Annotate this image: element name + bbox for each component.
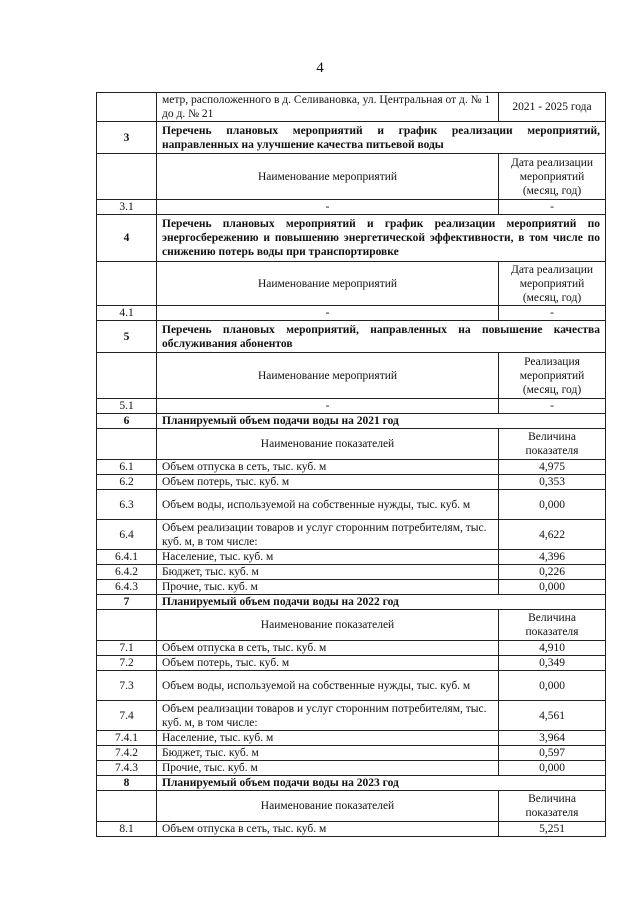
section-number: 8	[97, 776, 157, 791]
row-text-cell: метр, расположенного в д. Селивановка, ул. Центральная от д. № 1 до д. № 21	[157, 93, 499, 122]
row-name: Население, тыс. куб. м	[157, 550, 499, 565]
row-name: -	[157, 399, 499, 414]
plan-table	[96, 92, 606, 837]
row-number: 7.4	[97, 701, 157, 731]
column-header-row	[97, 154, 606, 200]
table-row	[97, 200, 606, 215]
row-number: 5.1	[97, 399, 157, 414]
row-name: Бюджет, тыс. куб. м	[157, 565, 499, 580]
column-header-name: Наименование мероприятий	[157, 154, 499, 200]
column-header-name: Наименование мероприятий	[157, 262, 499, 306]
table-row	[97, 641, 606, 656]
row-value: 4,622	[499, 520, 606, 550]
section-title: Перечень плановых мероприятий, направленных на повышение качества обслуживания абонентов	[157, 321, 606, 353]
table-row	[97, 475, 606, 490]
row-value: 4,561	[499, 701, 606, 731]
column-header-name: Наименование показателей	[157, 429, 499, 460]
table-row	[97, 731, 606, 746]
empty-cell	[97, 610, 157, 641]
table-row	[97, 399, 606, 414]
row-name: Население, тыс. куб. м	[157, 731, 499, 746]
row-value: 0,353	[499, 475, 606, 490]
column-header-row	[97, 791, 606, 822]
row-value: 4,910	[499, 641, 606, 656]
column-header-value: Величина показателя	[499, 610, 606, 641]
section-header-row	[97, 215, 606, 262]
table-row	[97, 746, 606, 761]
table-row	[97, 306, 606, 321]
row-value: 4,396	[499, 550, 606, 565]
section-number: 7	[97, 595, 157, 610]
column-header-name: Наименование показателей	[157, 610, 499, 641]
row-name: Объем отпуска в сеть, тыс. куб. м	[157, 822, 499, 837]
row-period-cell: 2021 - 2025 года	[499, 93, 606, 122]
section-title: Перечень плановых мероприятий и график реализации мероприятий, направленных на улучшение качества питьевой воды	[157, 122, 606, 154]
row-value: -	[499, 200, 606, 215]
section-number: 5	[97, 321, 157, 353]
table-row	[97, 460, 606, 475]
row-number: 6.2	[97, 475, 157, 490]
row-value: 4,975	[499, 460, 606, 475]
section-title: Планируемый объем подачи воды на 2022 год	[157, 595, 606, 610]
row-number: 3.1	[97, 200, 157, 215]
table-row	[97, 701, 606, 731]
section-number: 6	[97, 414, 157, 429]
column-header-value: Величина показателя	[499, 791, 606, 822]
empty-cell	[97, 353, 157, 399]
empty-cell	[97, 791, 157, 822]
row-value: -	[499, 306, 606, 321]
column-header-value: Величина показателя	[499, 429, 606, 460]
table-row	[97, 520, 606, 550]
row-name: Бюджет, тыс. куб. м	[157, 746, 499, 761]
page-number: 4	[316, 60, 324, 76]
row-number: 8.1	[97, 822, 157, 837]
table-row	[97, 565, 606, 580]
section-header-row	[97, 321, 606, 353]
section-header-row	[97, 776, 606, 791]
row-number: 7.3	[97, 671, 157, 701]
row-name: Прочие, тыс. куб. м	[157, 761, 499, 776]
row-number: 7.2	[97, 656, 157, 671]
row-number: 7.4.2	[97, 746, 157, 761]
column-header-date: Реализация мероприятий (месяц, год)	[499, 353, 606, 399]
row-name: Объем отпуска в сеть, тыс. куб. м	[157, 460, 499, 475]
row-number: 6.1	[97, 460, 157, 475]
empty-cell	[97, 262, 157, 306]
row-name: Объем потерь, тыс. куб. м	[157, 475, 499, 490]
row-name: Объем воды, используемой на собственные нужды, тыс. куб. м	[157, 671, 499, 701]
column-header-row	[97, 610, 606, 641]
table-row	[97, 761, 606, 776]
row-value: 0,597	[499, 746, 606, 761]
row-number: 4.1	[97, 306, 157, 321]
column-header-date: Дата реализации мероприятий (месяц, год)	[499, 154, 606, 200]
section-header-row	[97, 122, 606, 154]
row-value: 0,000	[499, 671, 606, 701]
row-number: 6.3	[97, 490, 157, 520]
row-name: Объем отпуска в сеть, тыс. куб. м	[157, 641, 499, 656]
row-number: 7.4.1	[97, 731, 157, 746]
row-number: 6.4	[97, 520, 157, 550]
row-number: 7.4.3	[97, 761, 157, 776]
row-name: Прочие, тыс. куб. м	[157, 580, 499, 595]
empty-cell	[97, 429, 157, 460]
column-header-name: Наименование показателей	[157, 791, 499, 822]
row-number: 7.1	[97, 641, 157, 656]
row-name: Объем потерь, тыс. куб. м	[157, 656, 499, 671]
row-value: -	[499, 399, 606, 414]
section-number: 4	[97, 215, 157, 262]
section-title: Планируемый объем подачи воды на 2023 год	[157, 776, 606, 791]
row-value: 3,964	[499, 731, 606, 746]
row-value: 0,000	[499, 761, 606, 776]
table-row	[97, 671, 606, 701]
row-name: -	[157, 200, 499, 215]
row-value: 0,000	[499, 580, 606, 595]
empty-cell	[97, 154, 157, 200]
table-row	[97, 580, 606, 595]
row-name: Объем реализации товаров и услуг сторонним потребителям, тыс. куб. м, в том числе:	[157, 701, 499, 731]
column-header-row	[97, 262, 606, 306]
column-header-date: Дата реализации мероприятий (месяц, год)	[499, 262, 606, 306]
row-number: 6.4.3	[97, 580, 157, 595]
column-header-row	[97, 353, 606, 399]
table-row	[97, 550, 606, 565]
row-number: 6.4.1	[97, 550, 157, 565]
column-header-row	[97, 429, 606, 460]
row-number-cell	[97, 93, 157, 122]
row-number: 6.4.2	[97, 565, 157, 580]
row-name: Объем воды, используемой на собственные нужды, тыс. куб. м	[157, 490, 499, 520]
row-value: 0,349	[499, 656, 606, 671]
row-value: 0,000	[499, 490, 606, 520]
table-row	[97, 93, 606, 122]
row-value: 0,226	[499, 565, 606, 580]
column-header-name: Наименование мероприятий	[157, 353, 499, 399]
table-row	[97, 822, 606, 837]
section-title: Перечень плановых мероприятий и график реализации мероприятий по энергосбережению и повышению энергетической эффективности, в том числе по снижению потерь воды при транспортировке	[157, 215, 606, 262]
row-name: -	[157, 306, 499, 321]
section-header-row	[97, 595, 606, 610]
section-number: 3	[97, 122, 157, 154]
section-header-row	[97, 414, 606, 429]
table-row	[97, 490, 606, 520]
row-name: Объем реализации товаров и услуг сторонним потребителям, тыс. куб. м, в том числе:	[157, 520, 499, 550]
table-row	[97, 656, 606, 671]
row-value: 5,251	[499, 822, 606, 837]
section-title: Планируемый объем подачи воды на 2021 год	[157, 414, 606, 429]
